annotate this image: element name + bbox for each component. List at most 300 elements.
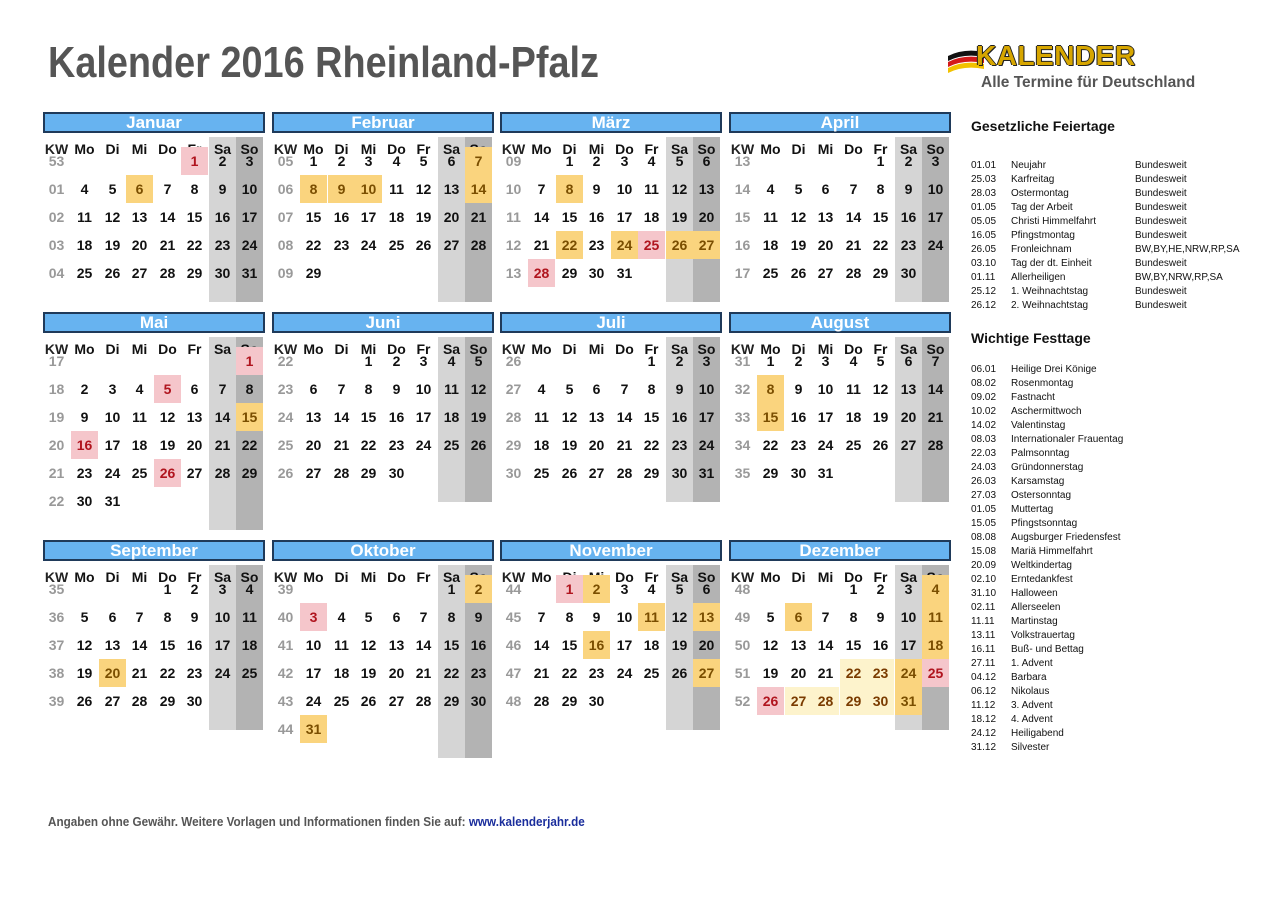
- day-cell: 28: [616, 465, 633, 481]
- day-cell: 19: [360, 665, 377, 681]
- day-cell: 13: [698, 181, 715, 197]
- important-feasts-title: Wichtige Festtage: [971, 330, 1091, 346]
- day-cell: 18: [388, 209, 405, 225]
- day-cell: 23: [588, 237, 605, 253]
- day-cell: 6: [309, 381, 318, 397]
- day-cell: 22: [159, 665, 176, 681]
- weekday-header: Di: [105, 141, 120, 157]
- holiday-day: 25: [638, 231, 665, 259]
- day-cell: 24: [305, 693, 322, 709]
- day-cell: 23: [186, 665, 203, 681]
- day-cell: 5: [565, 381, 574, 397]
- day-cell: 20: [388, 665, 405, 681]
- holiday-day: 25: [922, 659, 949, 687]
- day-cell: 8: [565, 609, 574, 625]
- day-cell: 20: [131, 237, 148, 253]
- day-cell: 1: [447, 581, 456, 597]
- weekday-header: Di: [334, 569, 349, 585]
- day-cell: 7: [537, 609, 546, 625]
- month-name: März: [500, 112, 722, 133]
- weekday-header: Mo: [74, 341, 95, 357]
- day-cell: 3: [931, 153, 940, 169]
- day-cell: 27: [388, 693, 405, 709]
- holiday-name: Heiligabend: [1011, 728, 1064, 739]
- day-cell: 15: [845, 637, 862, 653]
- holiday-region: Bundesweit: [1135, 202, 1187, 213]
- weekday-header: Mi: [131, 341, 148, 357]
- holiday-name: Fastnacht: [1011, 392, 1055, 403]
- day-cell: 14: [533, 637, 550, 653]
- day-cell: 1: [309, 153, 318, 169]
- day-cell: 2: [592, 153, 601, 169]
- holiday-date: 27.03: [971, 490, 997, 501]
- week-number: 05: [277, 153, 294, 169]
- weekday-header: Mi: [360, 569, 377, 585]
- day-cell: 10: [104, 409, 121, 425]
- month-name: September: [43, 540, 265, 561]
- day-cell: 5: [766, 609, 775, 625]
- week-number: 48: [734, 581, 751, 597]
- weekday-header: KW: [501, 341, 526, 357]
- day-cell: 26: [360, 693, 377, 709]
- day-cell: 27: [817, 265, 834, 281]
- weekday-header: Di: [791, 569, 806, 585]
- weekday-header: Sa: [670, 141, 689, 157]
- holiday-date: 05.05: [971, 216, 997, 227]
- day-cell: 14: [214, 409, 231, 425]
- day-cell: 3: [904, 581, 913, 597]
- holiday-date: 15.08: [971, 546, 997, 557]
- day-cell: 17: [360, 209, 377, 225]
- month-name: Januar: [43, 112, 265, 133]
- day-cell: 30: [186, 693, 203, 709]
- feast-day: 4: [922, 575, 949, 603]
- day-cell: 20: [698, 209, 715, 225]
- week-number: 08: [277, 237, 294, 253]
- day-cell: 20: [698, 637, 715, 653]
- day-cell: 4: [647, 153, 656, 169]
- week-number: 06: [277, 181, 294, 197]
- weekday-header: Di: [334, 341, 349, 357]
- day-cell: 17: [817, 409, 834, 425]
- day-cell: 11: [644, 181, 659, 197]
- week-number: 27: [505, 381, 522, 397]
- weekday-header: KW: [730, 569, 755, 585]
- weekday-header: KW: [44, 341, 69, 357]
- holiday-date: 20.09: [971, 560, 997, 571]
- day-cell: 1: [647, 353, 656, 369]
- day-cell: 12: [872, 381, 889, 397]
- day-cell: 30: [470, 693, 487, 709]
- day-cell: 14: [159, 209, 176, 225]
- day-cell: 13: [790, 637, 807, 653]
- day-cell: 17: [616, 637, 633, 653]
- holiday-name: Christi Himmelfahrt: [1011, 216, 1097, 227]
- day-cell: 14: [616, 409, 633, 425]
- holiday-date: 22.03: [971, 448, 997, 459]
- day-cell: 30: [900, 265, 917, 281]
- holiday-date: 06.12: [971, 686, 997, 697]
- holiday-name: Nikolaus: [1011, 686, 1050, 697]
- week-number: 34: [734, 437, 751, 453]
- feast-day: 2: [465, 575, 492, 603]
- holiday-name: Pfingstsonntag: [1011, 518, 1078, 529]
- day-cell: 19: [872, 409, 889, 425]
- day-cell: 13: [104, 637, 121, 653]
- feast-day: 6: [785, 603, 812, 631]
- holiday-name: Ostermontag: [1011, 188, 1069, 199]
- weekday-header: Fr: [873, 569, 888, 585]
- feast-day: 27: [693, 231, 720, 259]
- day-cell: 7: [931, 353, 940, 369]
- feast-day: 8: [300, 175, 327, 203]
- holiday-name: Heilige Drei Könige: [1011, 364, 1097, 375]
- day-cell: 22: [872, 237, 889, 253]
- holiday-date: 02.11: [971, 602, 996, 613]
- day-cell: 6: [190, 381, 199, 397]
- holiday-date: 18.12: [971, 714, 997, 725]
- week-number: 11: [506, 209, 521, 225]
- weekday-header: Di: [791, 141, 806, 157]
- day-cell: 12: [104, 209, 121, 225]
- holiday-name: 1. Advent: [1011, 658, 1053, 669]
- day-cell: 10: [214, 609, 231, 625]
- holiday-date: 16.05: [971, 230, 997, 241]
- weekday-header: Di: [562, 141, 577, 157]
- holiday-date: 03.10: [971, 258, 997, 269]
- weekday-header: Sa: [442, 569, 461, 585]
- holiday-region: Bundesweit: [1135, 286, 1187, 297]
- day-cell: 30: [388, 465, 405, 481]
- day-cell: 28: [533, 693, 550, 709]
- weekday-header: Fr: [187, 569, 202, 585]
- day-cell: 20: [790, 665, 807, 681]
- feast-day: 11: [638, 603, 665, 631]
- day-cell: 19: [470, 409, 487, 425]
- day-cell: 21: [415, 665, 432, 681]
- day-cell: 9: [794, 381, 803, 397]
- holiday-date: 25.03: [971, 174, 997, 185]
- day-cell: 12: [76, 637, 93, 653]
- day-cell: 10: [241, 181, 258, 197]
- day-cell: 19: [159, 437, 176, 453]
- day-cell: 22: [360, 437, 377, 453]
- day-cell: 1: [876, 153, 885, 169]
- holiday-day: 5: [154, 375, 181, 403]
- day-cell: 28: [812, 687, 839, 715]
- holiday-date: 06.01: [971, 364, 997, 375]
- feast-day: 13: [693, 603, 720, 631]
- holiday-name: Augsburger Friedensfest: [1011, 532, 1121, 543]
- week-number: 33: [734, 409, 751, 425]
- day-cell: 16: [333, 209, 350, 225]
- day-cell: 6: [108, 609, 117, 625]
- day-cell: 31: [817, 465, 834, 481]
- day-cell: 23: [588, 665, 605, 681]
- day-cell: 18: [76, 237, 93, 253]
- holiday-date: 15.05: [971, 518, 997, 529]
- day-cell: 25: [131, 465, 148, 481]
- day-cell: 19: [561, 437, 578, 453]
- day-cell: 7: [419, 609, 428, 625]
- month-name: April: [729, 112, 951, 133]
- holiday-name: Neujahr: [1011, 160, 1047, 171]
- week-number: 40: [277, 609, 294, 625]
- day-cell: 14: [333, 409, 350, 425]
- day-cell: 21: [333, 437, 350, 453]
- weekday-header: Sa: [670, 341, 689, 357]
- day-cell: 22: [305, 237, 322, 253]
- weekday-header: Fr: [644, 141, 659, 157]
- day-cell: 29: [561, 693, 578, 709]
- day-cell: 1: [163, 581, 172, 597]
- week-number: 23: [277, 381, 294, 397]
- day-cell: 22: [762, 437, 779, 453]
- holiday-date: 08.08: [971, 532, 997, 543]
- weekday-header: Mo: [74, 141, 95, 157]
- holiday-day: 3: [300, 603, 327, 631]
- day-cell: 4: [337, 609, 346, 625]
- day-cell: 5: [474, 353, 483, 369]
- weekday-header: Do: [844, 569, 863, 585]
- week-number: 09: [505, 153, 522, 169]
- weekday-header: Sa: [213, 569, 232, 585]
- day-cell: 5: [364, 609, 373, 625]
- week-number: 39: [48, 693, 65, 709]
- day-cell: 1: [565, 153, 574, 169]
- weekday-header: Sa: [213, 341, 232, 357]
- day-cell: 19: [671, 209, 688, 225]
- day-cell: 14: [817, 637, 834, 653]
- holiday-name: Buß- und Bettag: [1011, 644, 1084, 655]
- day-cell: 14: [533, 209, 550, 225]
- day-cell: 31: [698, 465, 715, 481]
- day-cell: 15: [443, 637, 460, 653]
- day-cell: 9: [592, 181, 601, 197]
- holiday-name: Barbara: [1011, 672, 1047, 683]
- weekday-header: Fr: [416, 569, 431, 585]
- day-cell: 20: [186, 437, 203, 453]
- weekday-header: Do: [387, 141, 406, 157]
- month-name: Oktober: [272, 540, 494, 561]
- day-cell: 7: [537, 181, 546, 197]
- day-cell: 16: [186, 637, 203, 653]
- logo[interactable]: [946, 42, 1216, 96]
- holiday-name: Ostersonntag: [1011, 490, 1072, 501]
- day-cell: 19: [790, 237, 807, 253]
- month-name: August: [729, 312, 951, 333]
- day-cell: 18: [241, 637, 258, 653]
- week-number: 09: [277, 265, 294, 281]
- day-cell: 28: [214, 465, 231, 481]
- holiday-name: Valentinstag: [1011, 420, 1066, 431]
- day-cell: 21: [214, 437, 231, 453]
- holiday-region: Bundesweit: [1135, 188, 1187, 199]
- day-cell: 2: [392, 353, 401, 369]
- day-cell: 10: [900, 609, 917, 625]
- day-cell: 26: [671, 665, 688, 681]
- day-cell: 3: [702, 353, 711, 369]
- weekday-header: Mi: [817, 341, 834, 357]
- feast-day: 9: [328, 175, 355, 203]
- holiday-date: 16.11: [971, 644, 996, 655]
- day-cell: 11: [444, 381, 459, 397]
- day-cell: 4: [135, 381, 144, 397]
- day-cell: 8: [245, 381, 254, 397]
- day-cell: 18: [333, 665, 350, 681]
- day-cell: 16: [470, 637, 487, 653]
- day-cell: 25: [333, 693, 350, 709]
- day-cell: 29: [840, 687, 867, 715]
- day-cell: 23: [214, 237, 231, 253]
- day-cell: 20: [817, 237, 834, 253]
- day-cell: 28: [333, 465, 350, 481]
- feast-day: 31: [300, 715, 327, 743]
- day-cell: 6: [447, 153, 456, 169]
- day-cell: 5: [80, 609, 89, 625]
- weekday-header: Sa: [670, 569, 689, 585]
- week-number: 41: [277, 637, 294, 653]
- day-cell: 20: [588, 437, 605, 453]
- day-cell: 11: [242, 609, 257, 625]
- weekday-header: KW: [273, 141, 298, 157]
- holiday-date: 09.02: [971, 392, 997, 403]
- day-cell: 30: [671, 465, 688, 481]
- day-cell: 4: [80, 181, 89, 197]
- day-cell: 19: [76, 665, 93, 681]
- day-cell: 25: [241, 665, 258, 681]
- holiday-date: 26.12: [971, 300, 997, 311]
- week-number: 15: [734, 209, 751, 225]
- day-cell: 26: [790, 265, 807, 281]
- holiday-name: Allerseelen: [1011, 602, 1061, 613]
- day-cell: 3: [364, 153, 373, 169]
- day-cell: 12: [671, 609, 688, 625]
- day-cell: 15: [561, 209, 578, 225]
- weekday-header: Sa: [213, 141, 232, 157]
- week-number: 44: [277, 721, 294, 737]
- feast-day: 16: [583, 631, 610, 659]
- holiday-date: 08.02: [971, 378, 997, 389]
- holiday-region: Bundesweit: [1135, 216, 1187, 227]
- day-cell: 11: [132, 409, 147, 425]
- day-cell: 17: [616, 209, 633, 225]
- day-cell: 5: [419, 153, 428, 169]
- day-cell: 29: [360, 465, 377, 481]
- weekday-header: Do: [158, 141, 177, 157]
- day-cell: 12: [415, 181, 432, 197]
- month-name: Mai: [43, 312, 265, 333]
- holiday-day: 1: [181, 147, 208, 175]
- day-cell: 28: [415, 693, 432, 709]
- holiday-name: Volkstrauertag: [1011, 630, 1075, 641]
- page-title: Kalender 2016 Rheinland-Pfalz: [48, 38, 599, 87]
- holiday-name: Gründonnerstag: [1011, 462, 1084, 473]
- day-cell: 11: [334, 637, 349, 653]
- weekday-header: Do: [844, 341, 863, 357]
- day-cell: 23: [76, 465, 93, 481]
- day-cell: 2: [675, 353, 684, 369]
- day-cell: 13: [443, 181, 460, 197]
- day-cell: 3: [218, 581, 227, 597]
- weekday-header: Mo: [303, 341, 324, 357]
- day-cell: 28: [131, 693, 148, 709]
- weekday-header: So: [697, 569, 716, 585]
- weekday-header: Mo: [531, 141, 552, 157]
- week-number: 03: [48, 237, 65, 253]
- day-cell: 11: [77, 209, 92, 225]
- day-cell: 6: [592, 381, 601, 397]
- day-cell: 9: [190, 609, 199, 625]
- day-cell: 24: [415, 437, 432, 453]
- day-cell: 18: [533, 437, 550, 453]
- holiday-name: Rosenmontag: [1011, 378, 1074, 389]
- day-cell: 29: [159, 693, 176, 709]
- weekday-header: Mo: [760, 141, 781, 157]
- day-cell: 22: [443, 665, 460, 681]
- week-number: 43: [277, 693, 294, 709]
- day-cell: 26: [76, 693, 93, 709]
- week-number: 02: [48, 209, 65, 225]
- day-cell: 20: [443, 209, 460, 225]
- day-cell: 23: [388, 437, 405, 453]
- footer-link[interactable]: www.kalenderjahr.de: [468, 814, 585, 829]
- day-cell: 28: [927, 437, 944, 453]
- day-cell: 4: [392, 153, 401, 169]
- week-number: 53: [48, 153, 65, 169]
- day-cell: 21: [470, 209, 487, 225]
- day-cell: 1: [364, 353, 373, 369]
- day-cell: 25: [643, 665, 660, 681]
- weekday-header: Do: [615, 341, 634, 357]
- day-cell: 30: [588, 693, 605, 709]
- holiday-region: BW,BY,NRW,RP,SA: [1135, 272, 1223, 283]
- day-cell: 16: [671, 409, 688, 425]
- day-cell: 26: [470, 437, 487, 453]
- day-cell: 6: [392, 609, 401, 625]
- weekday-header: Fr: [416, 341, 431, 357]
- day-cell: 21: [817, 665, 834, 681]
- day-cell: 5: [675, 153, 684, 169]
- weekday-header: Mi: [817, 569, 834, 585]
- week-number: 35: [734, 465, 751, 481]
- week-number: 39: [277, 581, 294, 597]
- weekday-header: Fr: [416, 141, 431, 157]
- month-name: Juli: [500, 312, 722, 333]
- weekday-header: So: [926, 141, 945, 157]
- day-cell: 21: [616, 437, 633, 453]
- day-cell: 9: [392, 381, 401, 397]
- day-cell: 24: [927, 237, 944, 253]
- day-cell: 26: [415, 237, 432, 253]
- weekday-header: KW: [44, 141, 69, 157]
- day-cell: 31: [104, 493, 121, 509]
- day-cell: 15: [872, 209, 889, 225]
- feast-day: 20: [99, 659, 126, 687]
- day-cell: 5: [794, 181, 803, 197]
- holiday-day: 16: [71, 431, 98, 459]
- holiday-region: Bundesweit: [1135, 174, 1187, 185]
- day-cell: 9: [218, 181, 227, 197]
- day-cell: 12: [561, 409, 578, 425]
- day-cell: 4: [447, 353, 456, 369]
- day-cell: 11: [846, 381, 861, 397]
- weekday-header: Do: [158, 341, 177, 357]
- day-cell: 24: [214, 665, 231, 681]
- day-cell: 21: [845, 237, 862, 253]
- day-cell: 17: [104, 437, 121, 453]
- weekday-header: Mo: [74, 569, 95, 585]
